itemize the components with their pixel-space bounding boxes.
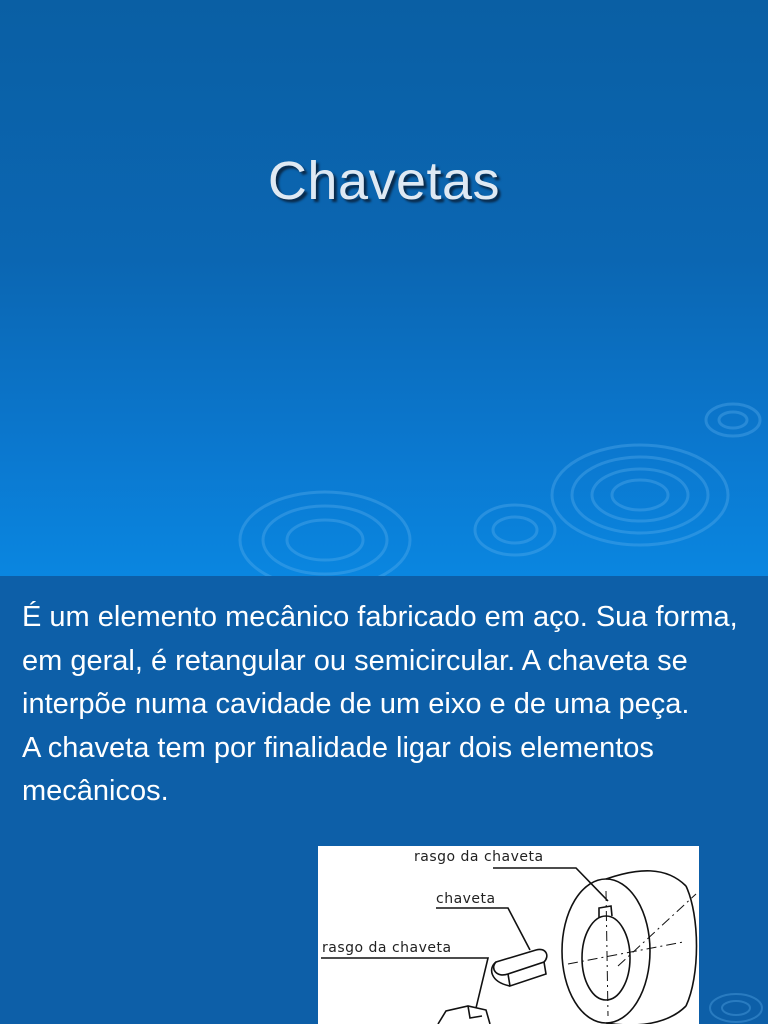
shaft-fragment (438, 1006, 490, 1024)
content-slide (0, 576, 768, 1024)
key-diagram (318, 846, 699, 1024)
hub-bore (582, 916, 630, 1000)
label-keyway-left: rasgo da chaveta (322, 940, 452, 956)
key-shape (494, 949, 547, 975)
slide-title: Chavetas (267, 151, 501, 211)
ripple-decoration-corner (698, 964, 768, 1024)
leader-keyway-left (321, 958, 488, 1008)
leader-keyway-top (493, 868, 608, 901)
paragraph-definition: É um elemento mecânico fabricado em aço. Sua forma, em geral, é retangular ou semicircular. A chaveta se interpõe numa cavidade de um eixo e de uma peça. (22, 601, 738, 720)
label-key: chaveta (436, 891, 496, 907)
body-text (22, 596, 762, 814)
paragraph-purpose: A chaveta tem por finalidade ligar dois elementos mecânicos. (22, 731, 654, 807)
hub-body (606, 871, 697, 1024)
label-keyway-top: rasgo da chaveta (414, 849, 544, 865)
